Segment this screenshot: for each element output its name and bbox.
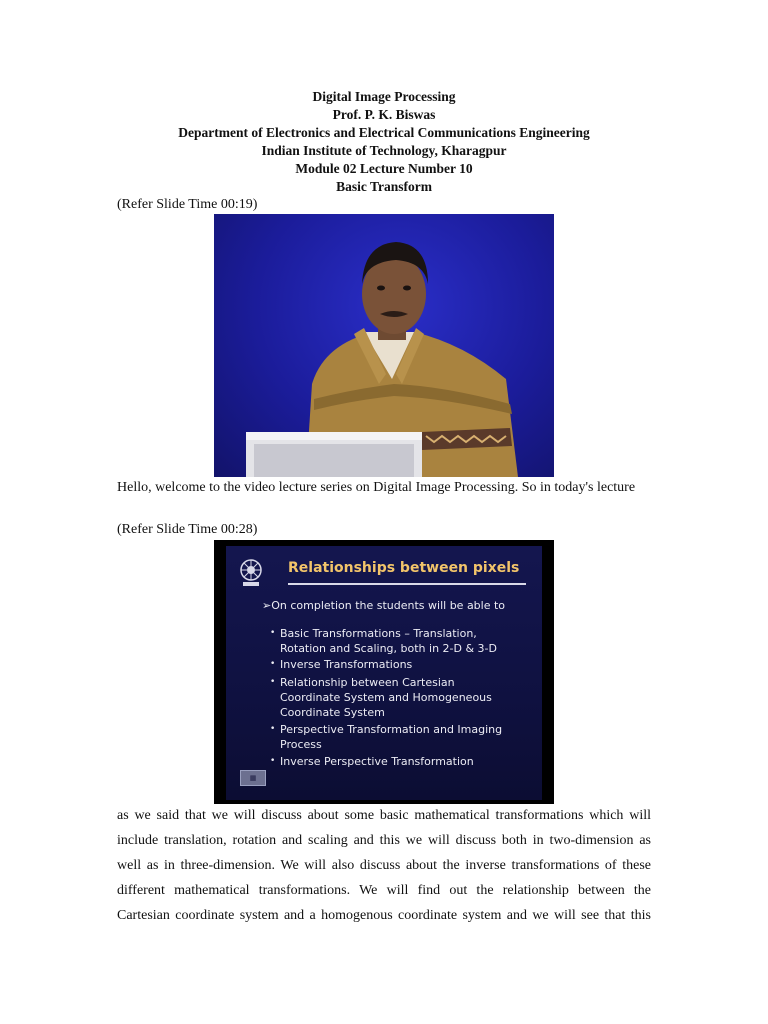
body-line-3: well as in three-dimension. We will also discuss about the inverse transformations of these (117, 858, 651, 873)
slide-bullet-4-dot: • (270, 724, 276, 734)
lecturer-video-frame (214, 214, 554, 477)
iit-emblem-icon (238, 558, 264, 588)
slide-bullet-5-dot: • (270, 756, 276, 766)
slide-bullet-2-line-1: Inverse Transformations (280, 658, 413, 671)
slide-background (226, 546, 542, 800)
body-line-2: include translation, rotation and scaling and this we will discuss both in two-dimension as (117, 833, 651, 848)
slide-bullet-1-line-2: Rotation and Scaling, both in 2-D & 3-D (280, 642, 497, 655)
slide-bullet-1-line-1: Basic Transformations – Translation, (280, 627, 477, 640)
lecturer-image (214, 214, 554, 477)
intro-text: Hello, welcome to the video lecture series on Digital Image Processing. So in today's lecture (117, 480, 636, 495)
slide-bullet-5-line-1: Inverse Perspective Transformation (280, 755, 474, 768)
slide-bullet-4-line-2: Process (280, 738, 322, 751)
lecture-slide (214, 540, 554, 804)
refer-slide-time-1: (Refer Slide Time 00:19) (117, 197, 258, 212)
body-line-5: Cartesian coordinate system and a homogenous coordinate system and we will see that this (117, 908, 651, 923)
slide-bullet-3-line-1: Relationship between Cartesian (280, 676, 455, 689)
body-line-4: different mathematical transformations. We will find out the relationship between the (117, 883, 651, 898)
slide-title: Relationships between pixels (288, 560, 520, 576)
slide-bullet-1-dot: • (270, 628, 276, 638)
lecture-topic: Basic Transform (336, 179, 432, 194)
slide-lead: ➢On completion the students will be able to (262, 599, 506, 612)
department-name: Department of Electronics and Electrical Communications Engineering (178, 125, 590, 140)
module-lecture: Module 02 Lecture Number 10 (295, 161, 473, 176)
professor-name: Prof. P. K. Biswas (332, 107, 436, 122)
slide-bullet-3-line-2: Coordinate System and Homogeneous (280, 691, 492, 704)
slide-bullet-3-line-3: Coordinate System (280, 706, 385, 719)
refer-slide-time-2: (Refer Slide Time 00:28) (117, 522, 258, 537)
lecture-header (0, 88, 768, 196)
course-title: Digital Image Processing (312, 89, 456, 104)
slide-bullet-2-dot: • (270, 659, 276, 669)
slide-divider (288, 583, 526, 585)
slide-bullet-3-dot: • (270, 677, 276, 687)
slide-bullet-4-line-1: Perspective Transformation and Imaging (280, 723, 503, 736)
body-line-1: as we said that we will discuss about some basic mathematical transformations which will (117, 808, 651, 823)
nptel-logo-icon: ▦ (240, 770, 266, 786)
institute-name: Indian Institute of Technology, Kharagpur (261, 143, 507, 158)
